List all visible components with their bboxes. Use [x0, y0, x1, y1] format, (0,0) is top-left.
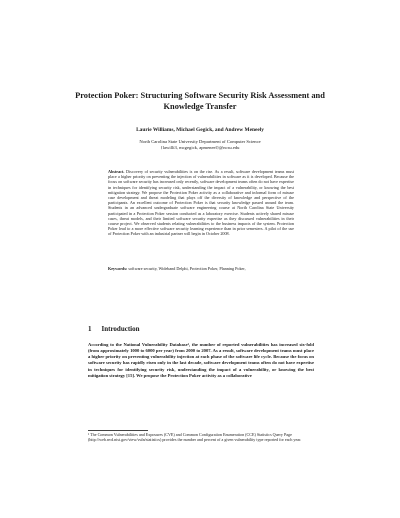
keywords [108, 266, 294, 271]
body-paragraph: According to the National Vulnerability Database¹, the number of reported vulnerabilities has increased six-fold (from approximately 1000 to 6000 per year) from 2000 to 2007. As a result, software development teams must place a higher priority on preventing vulnerability injection at each phase of the software life cycle. Because the focus on software security has rapidly risen only in the last decade, software development teams often do not have expertise in techniques for identifying security risk, understanding the impact of a vulnerability, or knowing the best mitigation strategy [15]. We propose the Protection Poker activity as a collaborative [88, 342, 314, 378]
abstract [108, 169, 294, 237]
footnote-rule [88, 430, 148, 431]
affiliation-emails: {lawilli3, mcgegick, apmeneel}@ncsu.edu [160, 145, 240, 150]
paper-title: Protection Poker: Structuring Software Security Risk Assessment and Knowledge Transfer [75, 91, 325, 111]
footnote: ¹ The Common Vulnerabilities and Exposures (CVE) and Common Configuration Enumeration (CCE) Statistics Query Page (http://web.nvd.nist.gov/view/vuln/statistics) provides the number and percent of a given vulnerability type reported for each year. [88, 432, 302, 443]
section-heading [88, 325, 328, 334]
keywords-text: software security, Wideband Delphi, Protection Poker, Planning Poker, [128, 266, 246, 271]
affiliation-institution: North Carolina State University Department of Computer Science [139, 139, 261, 144]
keywords-label: Keywords: [108, 266, 128, 271]
author-list: Laurie Williams, Michael Gegick, and Andrew Meneely [136, 127, 264, 133]
abstract-label: Abstract. [108, 169, 125, 174]
abstract-text: Discovery of security vulnerabilities is on the rise. As a result, software development teams must place a higher priority on preventing the injection of vulnerabilities in software as it is developed. Because the focus on software security has increased only recently, software development teams often do not have expertise in techniques for identifying security risk, understanding the impact of a vulnerability, or knowing the best mitigation strategy. We propose the Protection Poker activity as a collaborative and informal form of misuse case development and threat modeling that plays off the diversity of knowledge and perspective of the participants. An excellent outcome of Protection Poker is that security knowledge passed around the team. Students in an advanced undergraduate software engineering course at North Carolina State University participated in a Protection Poker session conducted as a laboratory exercise. Students actively shared misuse cases, threat models, and their limited software security expertise as they discussed vulnerabilities in their course project. We observed students relating vulnerabilities to the business impacts of the system. Protection Poker lead to a more effective software security learning experience than in prior semesters. A pilot of the use of Protection Poker with an industrial partner will begin in October 2008. [108, 169, 294, 237]
section-title: Introduction [101, 325, 140, 333]
section-number: 1 [88, 325, 92, 333]
affiliation [60, 139, 340, 151]
